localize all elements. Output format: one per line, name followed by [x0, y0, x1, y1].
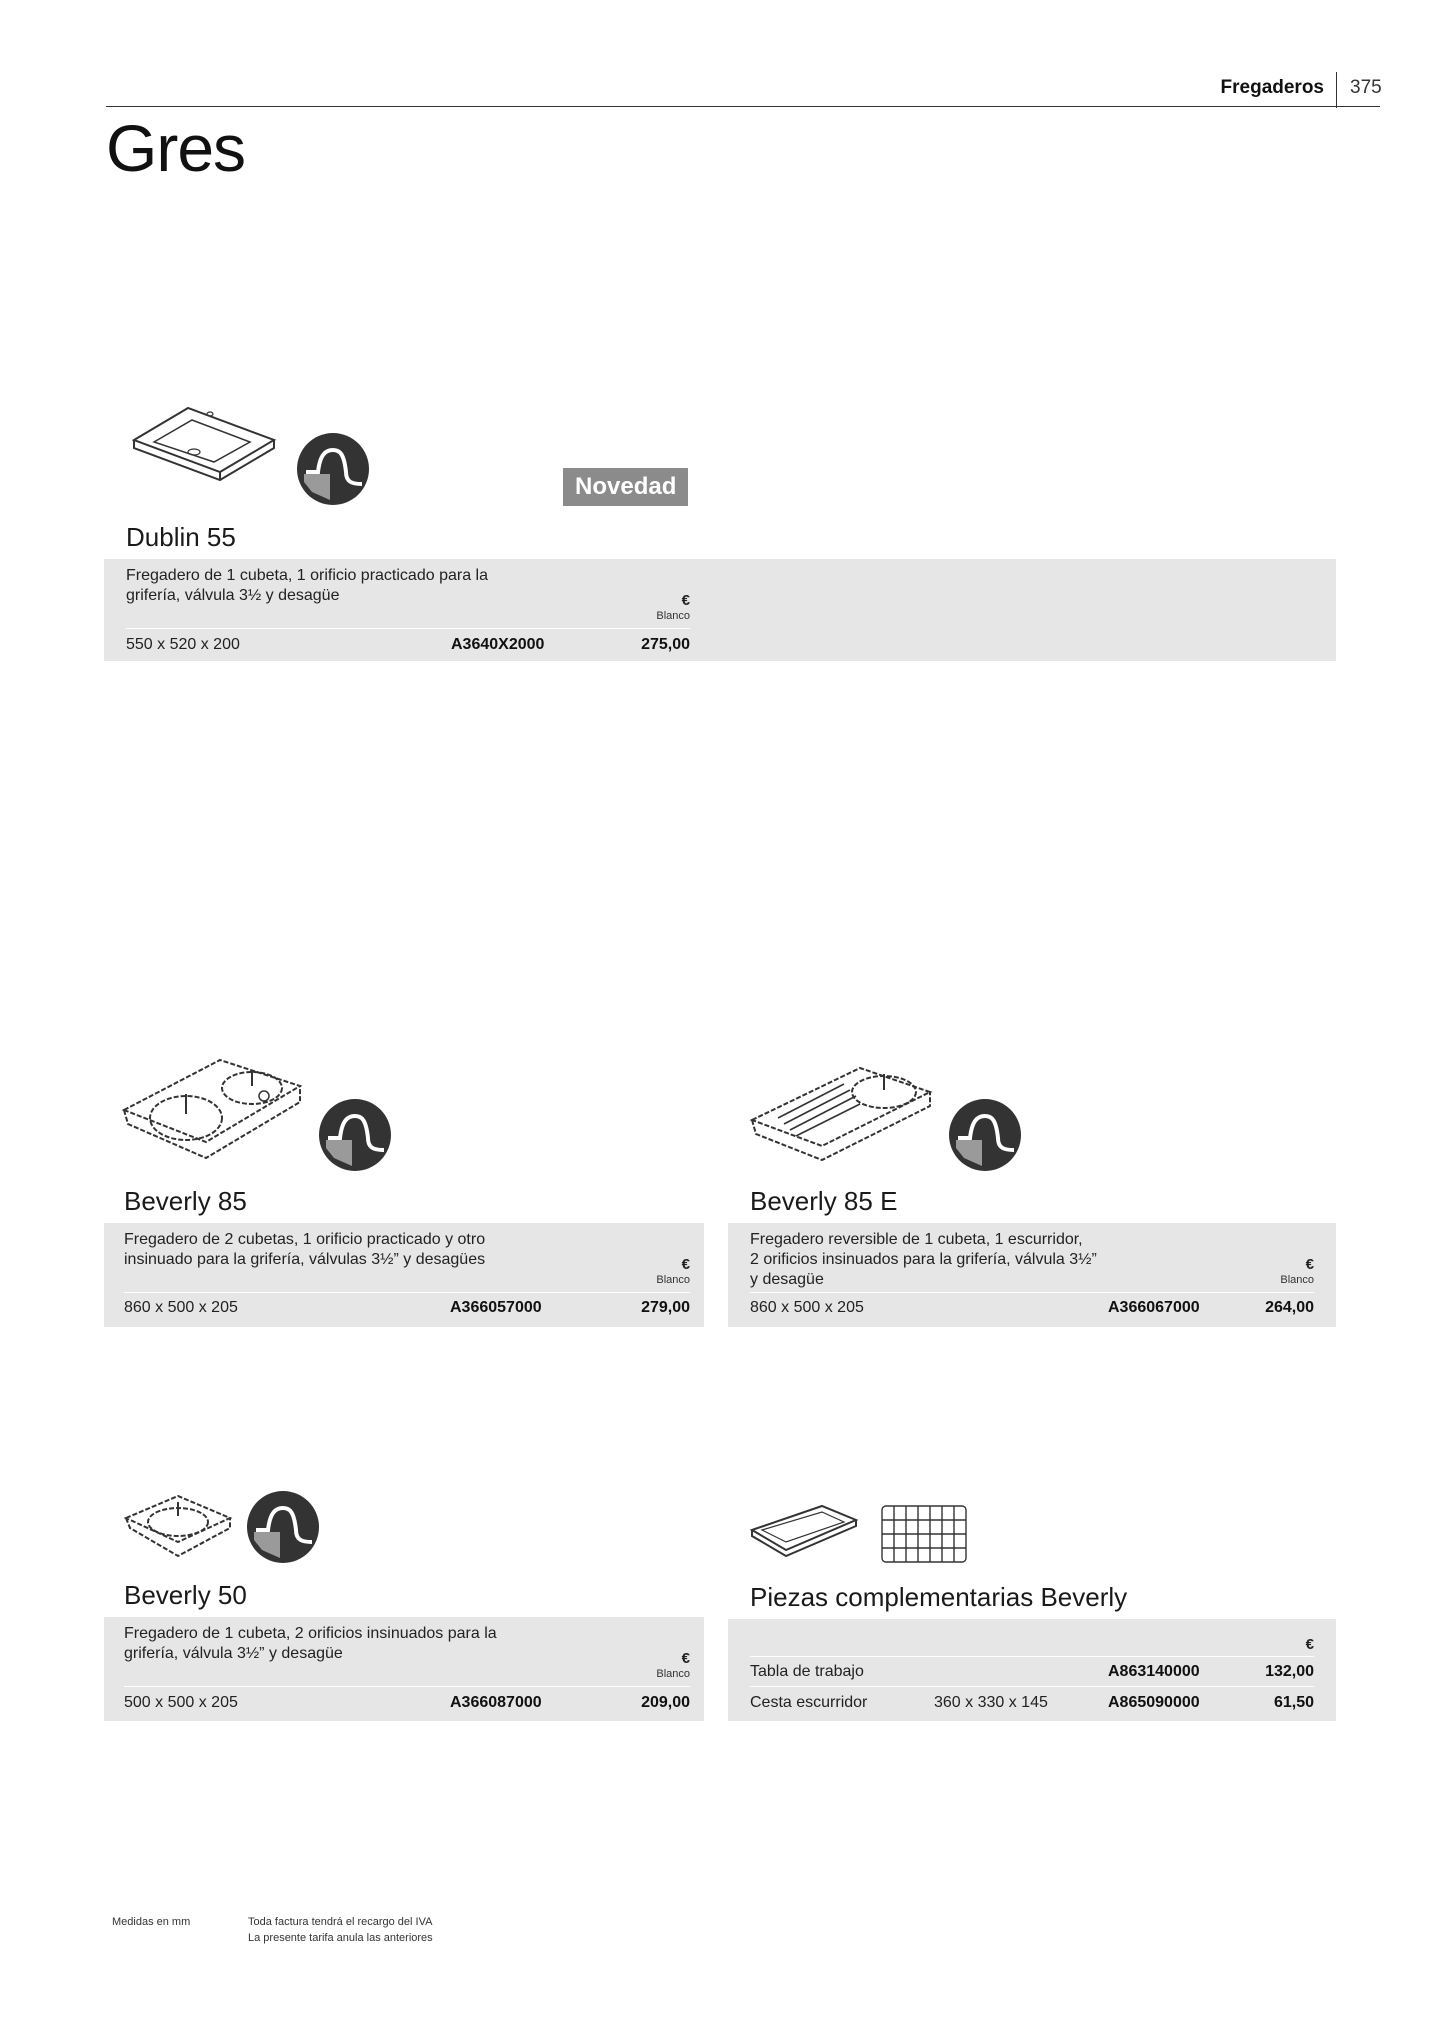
currency-label: €: [681, 1256, 690, 1273]
footer-notes: Toda factura tendrá el recargo del IVA La presente tarifa anula las anteriores: [248, 1916, 433, 1944]
product-price: 61,50: [1273, 1694, 1314, 1711]
product-description: Fregadero reversible de 1 cubeta, 1 escurridor, 2 orificios insinuados para la grifería, válvula 3½” y desagüe: [750, 1231, 1097, 1288]
accessory-name: Tabla de trabajo: [750, 1663, 864, 1680]
color-label: Blanco: [656, 1668, 690, 1680]
surface-mount-icon: [948, 1098, 1022, 1177]
product-price: 275,00: [641, 636, 690, 653]
surface-mount-icon: [318, 1098, 392, 1177]
currency-label: €: [681, 592, 690, 609]
color-label: Blanco: [656, 610, 690, 622]
work-board-icon: [748, 1500, 860, 1575]
currency-label: €: [1305, 1256, 1314, 1273]
dimensions: 500 x 500 x 205: [124, 1694, 238, 1711]
product-code: A366067000: [1108, 1299, 1200, 1316]
sink-icon: [128, 400, 278, 505]
product-name: Beverly 85 E: [750, 1186, 898, 1216]
accessory-name: Cesta escurridor: [750, 1694, 868, 1711]
drainer-basket-icon: [876, 1500, 972, 1575]
row-rule: [750, 1292, 1314, 1293]
product-code: A366087000: [450, 1694, 542, 1711]
row-rule: [124, 1292, 690, 1293]
section-title: Fregaderos: [1220, 77, 1324, 98]
sink-icon: [120, 1054, 304, 1175]
sink-icon: [122, 1492, 234, 1573]
product-name: Beverly 85: [124, 1186, 247, 1216]
row-rule: [124, 1686, 690, 1687]
color-label: Blanco: [656, 1274, 690, 1286]
product-code: A863140000: [1108, 1663, 1200, 1680]
dimensions: 360 x 330 x 145: [934, 1694, 1048, 1711]
surface-mount-icon: [246, 1490, 320, 1569]
dimensions: 550 x 520 x 200: [126, 636, 240, 653]
color-label: Blanco: [1280, 1274, 1314, 1286]
currency-label: €: [681, 1650, 690, 1667]
header-separator: [1336, 72, 1337, 108]
product-code: A366057000: [450, 1299, 542, 1316]
product-price: 264,00: [1265, 1299, 1314, 1316]
product-name: Dublin 55: [126, 522, 236, 552]
dimensions: 860 x 500 x 205: [124, 1299, 238, 1316]
footer-measures: Medidas en mm: [112, 1916, 191, 1928]
product-description: Fregadero de 2 cubetas, 1 orificio practicado y otro insinuado para la grifería, válvulas 3½” y desagües: [124, 1231, 486, 1268]
row-rule: [750, 1686, 1314, 1687]
product-description: Fregadero de 1 cubeta, 2 orificios insinuados para la grifería, válvula 3½” y desagüe: [124, 1625, 497, 1662]
surface-mount-icon: [296, 432, 370, 511]
product-name: Piezas complementarias Beverly: [750, 1582, 1128, 1612]
product-code: A3640X2000: [451, 636, 545, 653]
currency-label: €: [1305, 1636, 1314, 1653]
page-number: 375: [1350, 77, 1382, 98]
product-code: A865090000: [1108, 1694, 1200, 1711]
header-rule: [106, 106, 1380, 107]
row-rule: [750, 1656, 1314, 1657]
page-title: Gres: [106, 111, 246, 185]
sink-icon: [748, 1062, 934, 1179]
product-price: 132,00: [1265, 1663, 1314, 1680]
product-price: 209,00: [641, 1694, 690, 1711]
product-price: 279,00: [641, 1299, 690, 1316]
row-rule: [126, 628, 690, 629]
dimensions: 860 x 500 x 205: [750, 1299, 864, 1316]
product-name: Beverly 50: [124, 1580, 247, 1610]
novedad-badge: Novedad: [563, 468, 688, 506]
product-description: Fregadero de 1 cubeta, 1 orificio practicado para la grifería, válvula 3½ y desagüe: [126, 567, 488, 604]
